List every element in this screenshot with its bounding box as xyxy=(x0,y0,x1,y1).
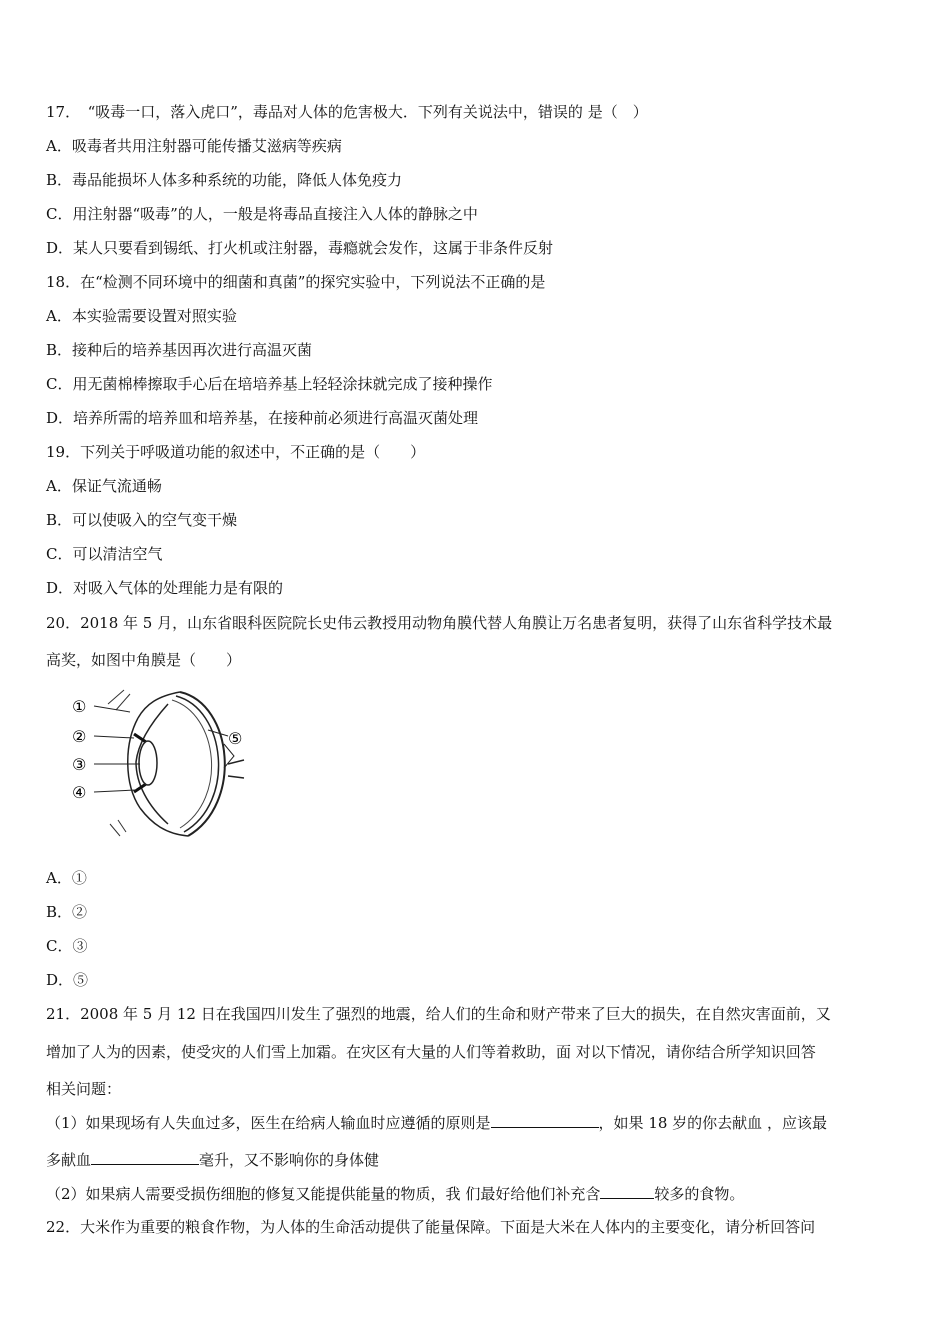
q21-sub1-text-c: 多献血 xyxy=(46,1151,92,1169)
answer-blank-2[interactable] xyxy=(91,1149,199,1165)
q19-option-d: D．对吸入气体的处理能力是有限的 xyxy=(46,579,284,597)
q17-option-a: A．吸毒者共用注射器可能传播艾滋病等疾病 xyxy=(46,137,342,155)
label-2: ② xyxy=(72,727,87,746)
q18-option-c: C．用无菌棉棒擦取手心后在培培养基上轻轻涂抹就完成了接种操作 xyxy=(46,375,493,393)
q20-option-c: C．③ xyxy=(46,937,88,955)
q21-stem-line2: 增加了人为的因素，使受灾的人们雪上加霜。在灾区有大量的人们等着救助，面 对以下情况，请你结合所学知识回答 xyxy=(46,1043,816,1061)
q21-sub2-line xyxy=(46,1183,744,1204)
q17-option-d: D．某人只要看到锡纸、打火机或注射器，毒瘾就会发作，这属于非条件反射 xyxy=(46,239,554,257)
q18-option-b: B．接种后的培养基因再次进行高温灭菌 xyxy=(46,341,313,359)
q20-option-b: B．② xyxy=(46,903,88,921)
label-4: ④ xyxy=(72,783,87,802)
q20-option-a: A．① xyxy=(46,869,87,887)
q20-stem-line2: 高奖，如图中角膜是（ ） xyxy=(46,651,242,669)
q17-option-c: C．用注射器“吸毒”的人，一般是将毒品直接注入人体的静脉之中 xyxy=(46,205,478,223)
q21-stem-line3: 相关问题： xyxy=(46,1080,122,1098)
label-1: ① xyxy=(72,697,87,716)
q21-stem-line1: 21．2008 年 5 月 12 日在我国四川发生了强烈的地震，给人们的生命和财产带来了巨大的损失，在自然灾害面前，又 xyxy=(46,1005,831,1023)
q21-sub1-text-d: 毫升，又不影响你的身体健 xyxy=(199,1151,380,1169)
answer-blank-1[interactable] xyxy=(491,1112,599,1128)
q21-sub1-line2 xyxy=(46,1149,379,1170)
q19-stem: 19．下列关于呼吸道功能的叙述中，不正确的是（ ） xyxy=(46,443,426,461)
q17-stem: 17． “吸毒一口，落入虎口”，毒品对人体的危害极大．下列有关说法中，错误的 是（ ） xyxy=(46,103,648,121)
q21-sub2-text-b: 较多的食物。 xyxy=(654,1185,745,1203)
q21-sub1-text-a: （1）如果现场有人失血过多，医生在给病人输血时应遵循的原则是 xyxy=(46,1114,491,1132)
q17-option-b: B．毒品能损坏人体多种系统的功能，降低人体免疫力 xyxy=(46,171,403,189)
q20-option-d: D．⑤ xyxy=(46,971,89,989)
q22-stem-line1: 22．大米作为重要的粮食作物，为人体的生命活动提供了能量保障。下面是大米在人体内的主要变化，请分析回答问 xyxy=(46,1218,816,1236)
q21-sub1-line1 xyxy=(46,1112,827,1133)
label-5: ⑤ xyxy=(228,729,243,748)
q18-option-d: D．培养所需的培养皿和培养基，在接种前必须进行高温灭菌处理 xyxy=(46,409,479,427)
q21-sub2-text-a: （2）如果病人需要受损伤细胞的修复又能提供能量的物质，我 们最好给他们补充含 xyxy=(46,1185,601,1203)
q19-option-b: B．可以使吸入的空气变干燥 xyxy=(46,511,238,529)
q19-option-c: C．可以清洁空气 xyxy=(46,545,163,563)
q18-stem: 18．在“检测不同环境中的细菌和真菌”的探究实验中，下列说法不正确的是 xyxy=(46,273,546,291)
q21-sub1-text-b: ，如果 18 岁的你去献血 ，应该最 xyxy=(598,1114,827,1132)
label-3: ③ xyxy=(72,755,87,774)
q18-option-a: A．本实验需要设置对照实验 xyxy=(46,307,237,325)
q19-option-a: A．保证气流通畅 xyxy=(46,477,162,495)
q20-stem-line1: 20．2018 年 5 月，山东省眼科医院院长史伟云教授用动物角膜代替人角膜让万名患者复明，获得了山东省科学技术最 xyxy=(46,614,833,632)
answer-blank-3[interactable] xyxy=(600,1183,654,1199)
eye-diagram xyxy=(68,684,268,844)
